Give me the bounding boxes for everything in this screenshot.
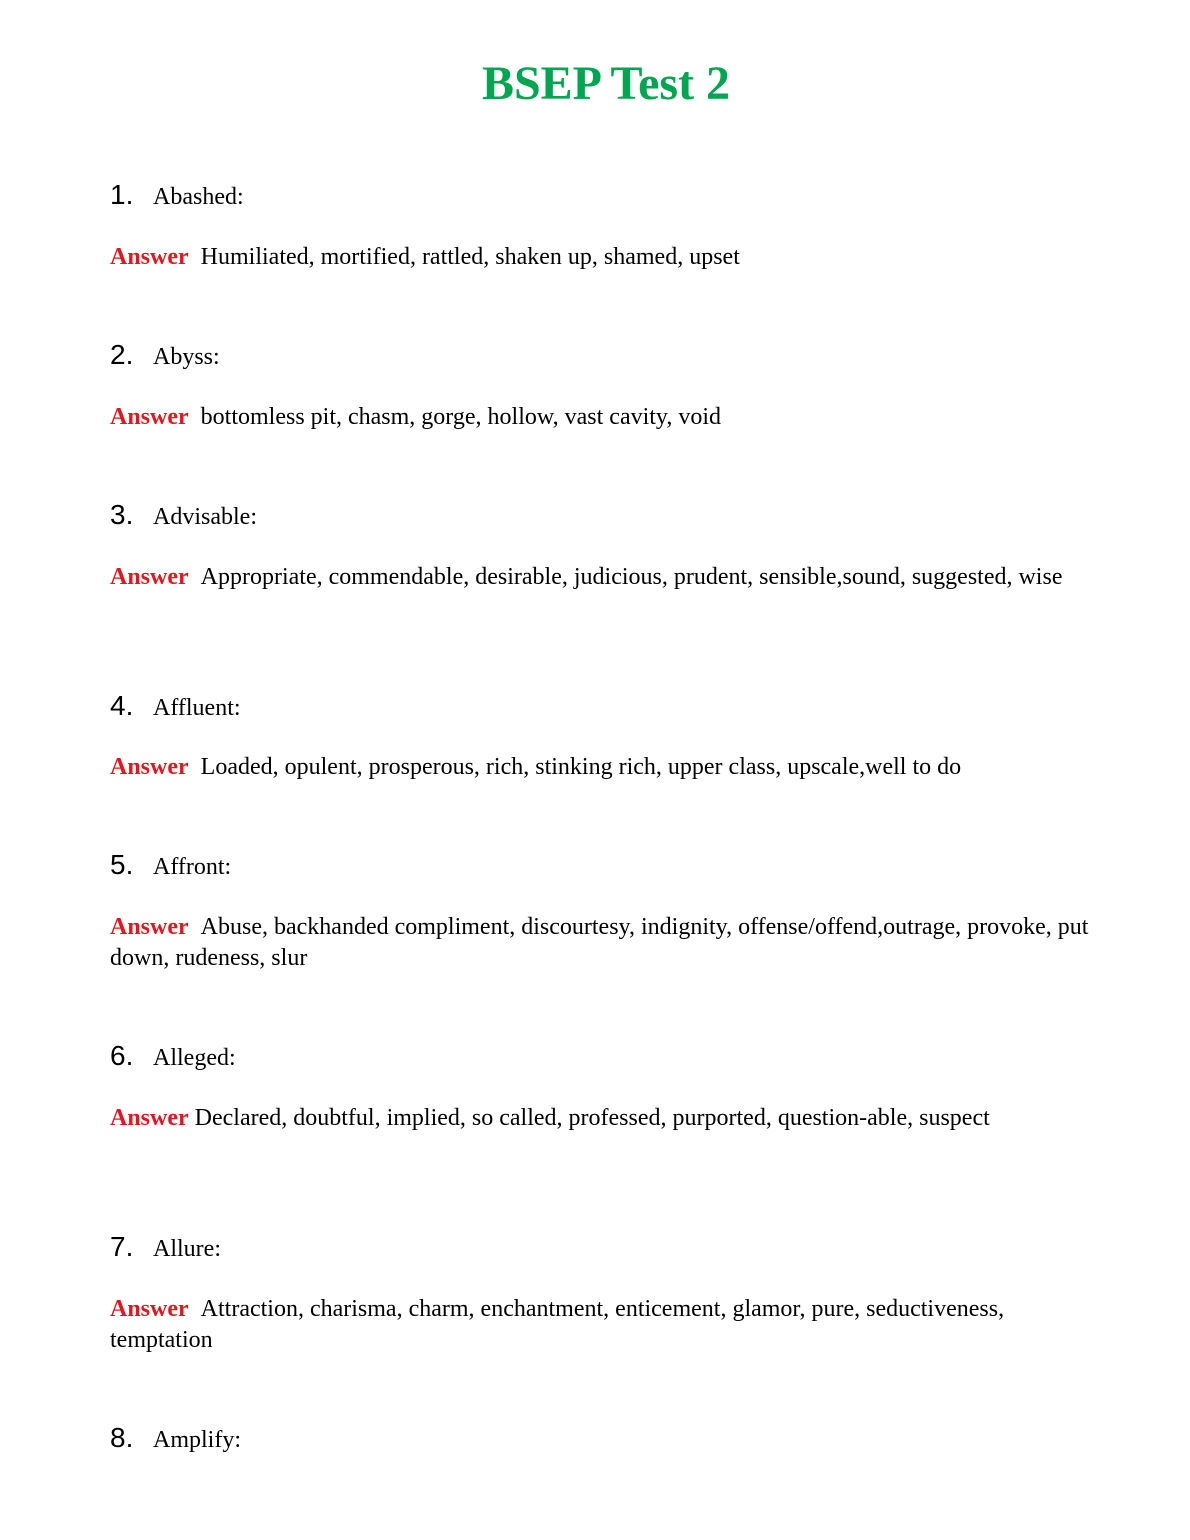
answer-7	[110, 1294, 1090, 1356]
answer-label: Answer	[110, 244, 189, 270]
question-number: 1.	[110, 179, 134, 210]
answer-4	[110, 752, 1090, 783]
question-number: 6.	[110, 1040, 134, 1071]
question-word: Alleged:	[153, 1045, 236, 1071]
question-1	[110, 178, 244, 212]
question-word: Abyss:	[153, 344, 220, 370]
question-7	[110, 1230, 221, 1264]
question-8	[110, 1421, 241, 1455]
answer-2	[110, 402, 1090, 433]
answer-label: Answer	[110, 404, 189, 430]
question-number: 3.	[110, 499, 134, 530]
answer-6	[110, 1103, 1090, 1134]
answer-text: Humiliated, mortified, rattled, shaken up, shamed, upset	[200, 244, 740, 270]
answer-text: Attraction, charisma, charm, enchantment, enticement, glamor, pure, seductiveness, temptation	[110, 1296, 1005, 1353]
question-word: Advisable:	[153, 504, 257, 530]
question-number: 7.	[110, 1231, 134, 1262]
question-4	[110, 689, 241, 723]
question-word: Abashed:	[153, 184, 244, 210]
question-number: 8.	[110, 1422, 134, 1453]
question-2	[110, 338, 220, 372]
answer-label: Answer	[110, 754, 189, 780]
question-word: Affluent:	[153, 695, 241, 721]
question-3	[110, 498, 257, 532]
question-word: Amplify:	[153, 1427, 241, 1453]
question-number: 4.	[110, 690, 134, 721]
answer-text: Loaded, opulent, prosperous, rich, stinking rich, upper class, upscale,well to do	[200, 754, 962, 780]
answer-3	[110, 562, 1090, 593]
question-number: 2.	[110, 339, 134, 370]
page-title: BSEP Test 2	[481, 57, 731, 110]
answer-label: Answer	[110, 914, 189, 940]
question-number: 5.	[110, 849, 134, 880]
answer-text: Appropriate, commendable, desirable, judicious, prudent, sensible,sound, suggested, wise	[200, 564, 1063, 590]
answer-text: Abuse, backhanded compliment, discourtesy, indignity, offense/offend,outrage, provoke, put down, rudeness, slur	[110, 914, 1089, 971]
answer-5	[110, 912, 1090, 974]
answer-text: bottomless pit, chasm, gorge, hollow, vast cavity, void	[200, 404, 722, 430]
answer-text: Declared, doubtful, implied, so called, professed, purported, question-able, suspect	[194, 1105, 990, 1131]
question-word: Allure:	[153, 1236, 221, 1262]
question-6	[110, 1039, 236, 1073]
answer-1	[110, 242, 1090, 273]
question-word: Affront:	[153, 854, 232, 880]
answer-label: Answer	[110, 564, 189, 590]
answer-label: Answer	[110, 1105, 189, 1131]
question-5	[110, 848, 231, 882]
answer-label: Answer	[110, 1296, 189, 1322]
